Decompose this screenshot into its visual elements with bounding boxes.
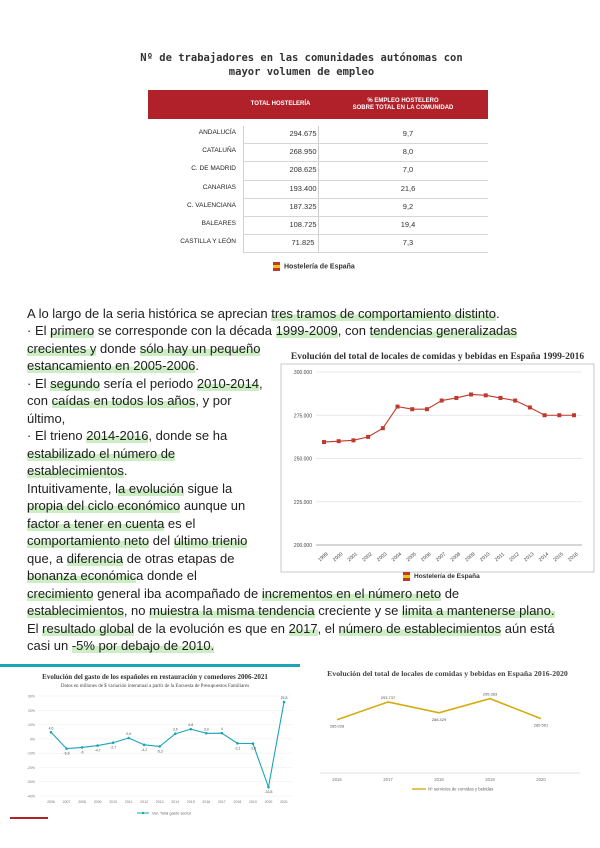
chart-title: Evolución del gasto de los españoles en restauración y comedores 2006-2021 — [42, 673, 268, 681]
cell-total: 294.675 — [289, 129, 317, 138]
table-row — [148, 199, 488, 217]
text-line: estabilizado el número de — [27, 446, 176, 461]
table-row — [148, 181, 488, 199]
data-point — [236, 742, 239, 745]
brand-label: Hostelería de España — [273, 262, 355, 271]
data-point — [543, 413, 547, 417]
data-label: -3,1 — [234, 746, 241, 751]
x-tick-label: 2004 — [390, 551, 404, 564]
text-line: A lo largo de la seria histórica se aprecian tres tramos de comportamiento distinto. — [27, 306, 500, 321]
chart-plot — [5, 690, 300, 818]
chart-plot — [280, 363, 595, 573]
x-tick-label: 2014 — [171, 800, 180, 804]
y-tick-label: 10% — [27, 723, 35, 728]
cell-total: 193.400 — [289, 183, 317, 193]
x-tick-label: 2011 — [124, 800, 133, 804]
accent-strip — [0, 664, 300, 667]
series-line — [48, 702, 284, 787]
table-row — [148, 126, 488, 144]
y-tick-label: 300.000 — [293, 370, 312, 376]
data-label: -2,7 — [110, 745, 117, 750]
data-point — [96, 744, 99, 747]
brand-logo-icon — [273, 262, 280, 271]
x-tick-label: 2017 — [383, 777, 393, 782]
data-point — [396, 405, 400, 409]
locales-chart-2016-2020 — [300, 664, 595, 800]
cell-percent: 9,2 — [402, 201, 414, 211]
cell-region: C. VALENCIANA — [186, 201, 236, 209]
data-label: 4 — [220, 727, 223, 732]
data-label: -3,3 — [249, 746, 256, 751]
data-point — [221, 732, 224, 735]
locales-chart-1999-2016 — [280, 345, 595, 590]
x-tick-label: 2003 — [375, 551, 389, 564]
x-tick-label: 2017 — [217, 800, 226, 804]
cell-percent: 7,0 — [402, 165, 414, 175]
table-row — [148, 235, 488, 253]
x-tick-label: 2018 — [233, 800, 242, 804]
data-label: -5,3 — [156, 749, 163, 754]
data-label: 3,9 — [203, 727, 209, 732]
text-line: estancamiento en 2005-2006. — [27, 358, 200, 373]
data-point — [190, 728, 193, 731]
x-tick-label: 2006 — [420, 551, 433, 564]
x-tick-label: 1999 — [317, 551, 330, 564]
legend-marker — [142, 812, 144, 814]
x-tick-label: 2016 — [332, 777, 342, 782]
cell-region: ANDALUCÍA — [198, 129, 236, 136]
x-tick-label: 2005 — [405, 551, 418, 564]
y-tick-label: 200.000 — [293, 543, 312, 549]
y-tick-label: 225.000 — [293, 499, 312, 506]
x-tick-label: 2016 — [567, 551, 580, 564]
cell-total: 187.325 — [289, 201, 317, 211]
x-tick-label: 2008 — [449, 551, 462, 564]
x-tick-label: 2020 — [536, 777, 546, 782]
chart-title: Evolución del total de locales de comidas y bebidas en España 1999-2016 — [290, 352, 585, 362]
x-tick-label: 2015 — [552, 551, 565, 564]
data-label: 6,8 — [188, 723, 194, 728]
red-accent — [10, 817, 48, 819]
data-point — [381, 426, 385, 430]
data-label: 285.561 — [533, 722, 549, 728]
brand-logo-icon — [403, 572, 410, 581]
chart-frame — [281, 364, 594, 572]
cell-percent: 8,0 — [402, 147, 414, 157]
y-tick-label: -10% — [26, 751, 35, 756]
cell-region: C. DE MADRID — [191, 165, 236, 173]
text-line: · El primero se corresponde con la década 1999-2009, con tendencias generalizadas — [27, 323, 518, 338]
data-label: -6,8 — [63, 751, 70, 756]
y-tick-label: -30% — [26, 780, 35, 785]
data-label: 295.383 — [482, 691, 498, 697]
data-point — [557, 413, 561, 417]
y-tick-label: 30% — [27, 694, 35, 699]
chart-plot — [300, 678, 595, 798]
cell-percent: 21,6 — [400, 183, 416, 193]
cell-region: CANARIAS — [202, 183, 236, 191]
text-line: comportamiento neto del último trienio — [27, 533, 248, 548]
data-point — [112, 741, 115, 744]
employment-table-figure — [113, 42, 490, 285]
x-tick-label: 2009 — [93, 800, 102, 804]
table-title: Nº de trabajadores en las comunidades autónomas con mayor volumen de empleo — [140, 52, 463, 78]
x-tick-label: 2002 — [361, 551, 374, 564]
data-point — [366, 435, 370, 439]
cell-region: BALEARES — [201, 219, 236, 227]
legend-label: Var. Total gasto sector — [152, 810, 192, 816]
column-header-percent: % EMPLEO HOSTELERO SOBRE TOTAL EN LA COMUNIDAD — [352, 97, 454, 111]
data-label: 285.028 — [329, 723, 345, 729]
x-tick-label: 2008 — [78, 800, 86, 804]
x-tick-label: 2006 — [47, 800, 55, 804]
text-line: establecimientos, no muiestra la misma tendencia creciente y se limita a mantenerse plano. — [27, 603, 555, 618]
text-line: con caídas en todos los años, y por — [27, 393, 232, 408]
text-line: El resultado global de la evolución es que en 2017, el número de establecimientos aún está — [27, 621, 555, 636]
x-tick-label: 2013 — [155, 800, 164, 804]
data-label: 4,6 — [48, 726, 54, 731]
x-tick-label: 2007 — [434, 551, 448, 564]
data-point — [513, 399, 517, 403]
cell-total: 268.950 — [289, 147, 317, 157]
cell-region: CASTILLA Y LEÓN — [180, 238, 236, 246]
cell-total: 71.825 — [291, 238, 315, 248]
data-label: 3,6 — [172, 727, 178, 732]
table-body — [148, 126, 488, 253]
legend-label: Nº servicios de comidas y bebidas — [428, 786, 494, 792]
data-point — [143, 744, 146, 747]
data-point — [283, 701, 286, 704]
text-line: casi un -5% por debajo de 2010. — [27, 638, 215, 653]
gasto-chart-2006-2021 — [5, 670, 300, 818]
text-line: propia del ciclo económico aunque un — [27, 498, 246, 513]
y-tick-label: 0% — [29, 737, 35, 742]
x-tick-label: 2012 — [508, 551, 521, 564]
chart-subtitle: Datos en millones de $ variación interanual a partir de la Encuesta de Presupuestos Familiares — [60, 684, 250, 689]
y-tick-label: -20% — [26, 765, 35, 770]
x-tick-label: 2021 — [280, 800, 288, 804]
data-label: -6 — [80, 750, 84, 755]
data-point — [528, 405, 532, 409]
data-point — [127, 737, 130, 740]
text-line: · El trieno 2014-2016, donde se ha — [27, 428, 228, 443]
data-point — [469, 392, 473, 396]
text-line: bonanza económica donde el — [27, 568, 197, 583]
y-tick-label: 250.000 — [293, 456, 312, 463]
column-header-total: TOTAL HOSTELERÍA — [250, 101, 311, 107]
data-point — [498, 396, 502, 400]
data-label: 25,8 — [280, 696, 288, 700]
text-line: · El segundo sería el periodo 2010-2014, — [27, 376, 263, 391]
data-label: 0,6 — [126, 732, 132, 736]
cell-percent: 7,3 — [402, 238, 414, 248]
x-tick-label: 2010 — [109, 800, 118, 804]
text-line: crecientes y donde sólo hay un pequeño — [27, 341, 261, 356]
y-tick-label: -40% — [26, 794, 35, 799]
x-tick-label: 2016 — [202, 800, 211, 804]
table-row — [148, 162, 488, 180]
x-tick-label: 2007 — [62, 800, 71, 804]
data-point — [572, 413, 576, 417]
cell-region: CATALUÑA — [202, 147, 236, 155]
text-line: factor a tener en cuenta es el — [27, 516, 196, 531]
data-point — [351, 438, 355, 442]
data-point — [267, 786, 270, 789]
text-line: último, — [27, 411, 66, 426]
x-tick-label: 2019 — [249, 800, 257, 804]
data-point — [205, 732, 208, 735]
x-tick-label: 2014 — [537, 551, 551, 564]
data-point — [322, 440, 326, 444]
table-row — [148, 217, 488, 235]
cell-percent: 9,7 — [402, 129, 414, 138]
data-point — [337, 439, 341, 443]
data-label: -4,7 — [94, 748, 101, 753]
data-point — [440, 399, 444, 403]
chart-title: Evolución del total de locales de comidas y bebidas en España 2016-2020 — [327, 669, 568, 678]
x-tick-label: 2000 — [331, 551, 345, 564]
data-label: 288.429 — [431, 716, 447, 722]
data-label: -4,2 — [141, 747, 148, 752]
text-line: crecimiento general iba acompañado de incrementos en el número neto de — [27, 586, 460, 601]
table-row — [148, 144, 488, 162]
cell-total: 208.625 — [289, 165, 317, 175]
x-tick-label: 2020 — [264, 800, 273, 804]
text-line: Intuitivamente, la evolución sigue la — [27, 481, 233, 496]
y-tick-label: 275.000 — [293, 413, 312, 420]
data-point — [81, 746, 84, 749]
x-tick-label: 2011 — [493, 551, 506, 563]
data-point — [158, 745, 161, 748]
cell-percent: 19,4 — [400, 219, 416, 229]
cell-total: 108.725 — [289, 219, 317, 229]
text-line: establecimientos. — [27, 463, 128, 478]
x-tick-label: 2012 — [140, 800, 149, 804]
text-line: que, a diferencia de otras etapas de — [27, 551, 235, 566]
data-point — [454, 396, 458, 400]
x-tick-label: 2018 — [434, 777, 444, 782]
data-label: 293.737 — [380, 694, 396, 700]
x-tick-label: 2001 — [346, 551, 359, 564]
data-point — [50, 731, 53, 734]
y-tick-label: 20% — [27, 708, 35, 713]
data-label: -33,8 — [264, 790, 273, 795]
x-tick-label: 2015 — [186, 800, 195, 804]
data-point — [484, 393, 488, 397]
x-tick-label: 2009 — [464, 551, 477, 564]
data-point — [65, 747, 68, 750]
data-point — [174, 732, 177, 735]
brand-label: Hostelería de España — [403, 572, 480, 581]
table-header — [148, 90, 488, 119]
data-point — [425, 407, 429, 411]
x-tick-label: 2013 — [523, 551, 536, 564]
x-tick-label: 2019 — [485, 777, 495, 782]
data-point — [252, 742, 255, 745]
data-point — [410, 407, 414, 411]
x-tick-label: 2010 — [478, 551, 492, 564]
